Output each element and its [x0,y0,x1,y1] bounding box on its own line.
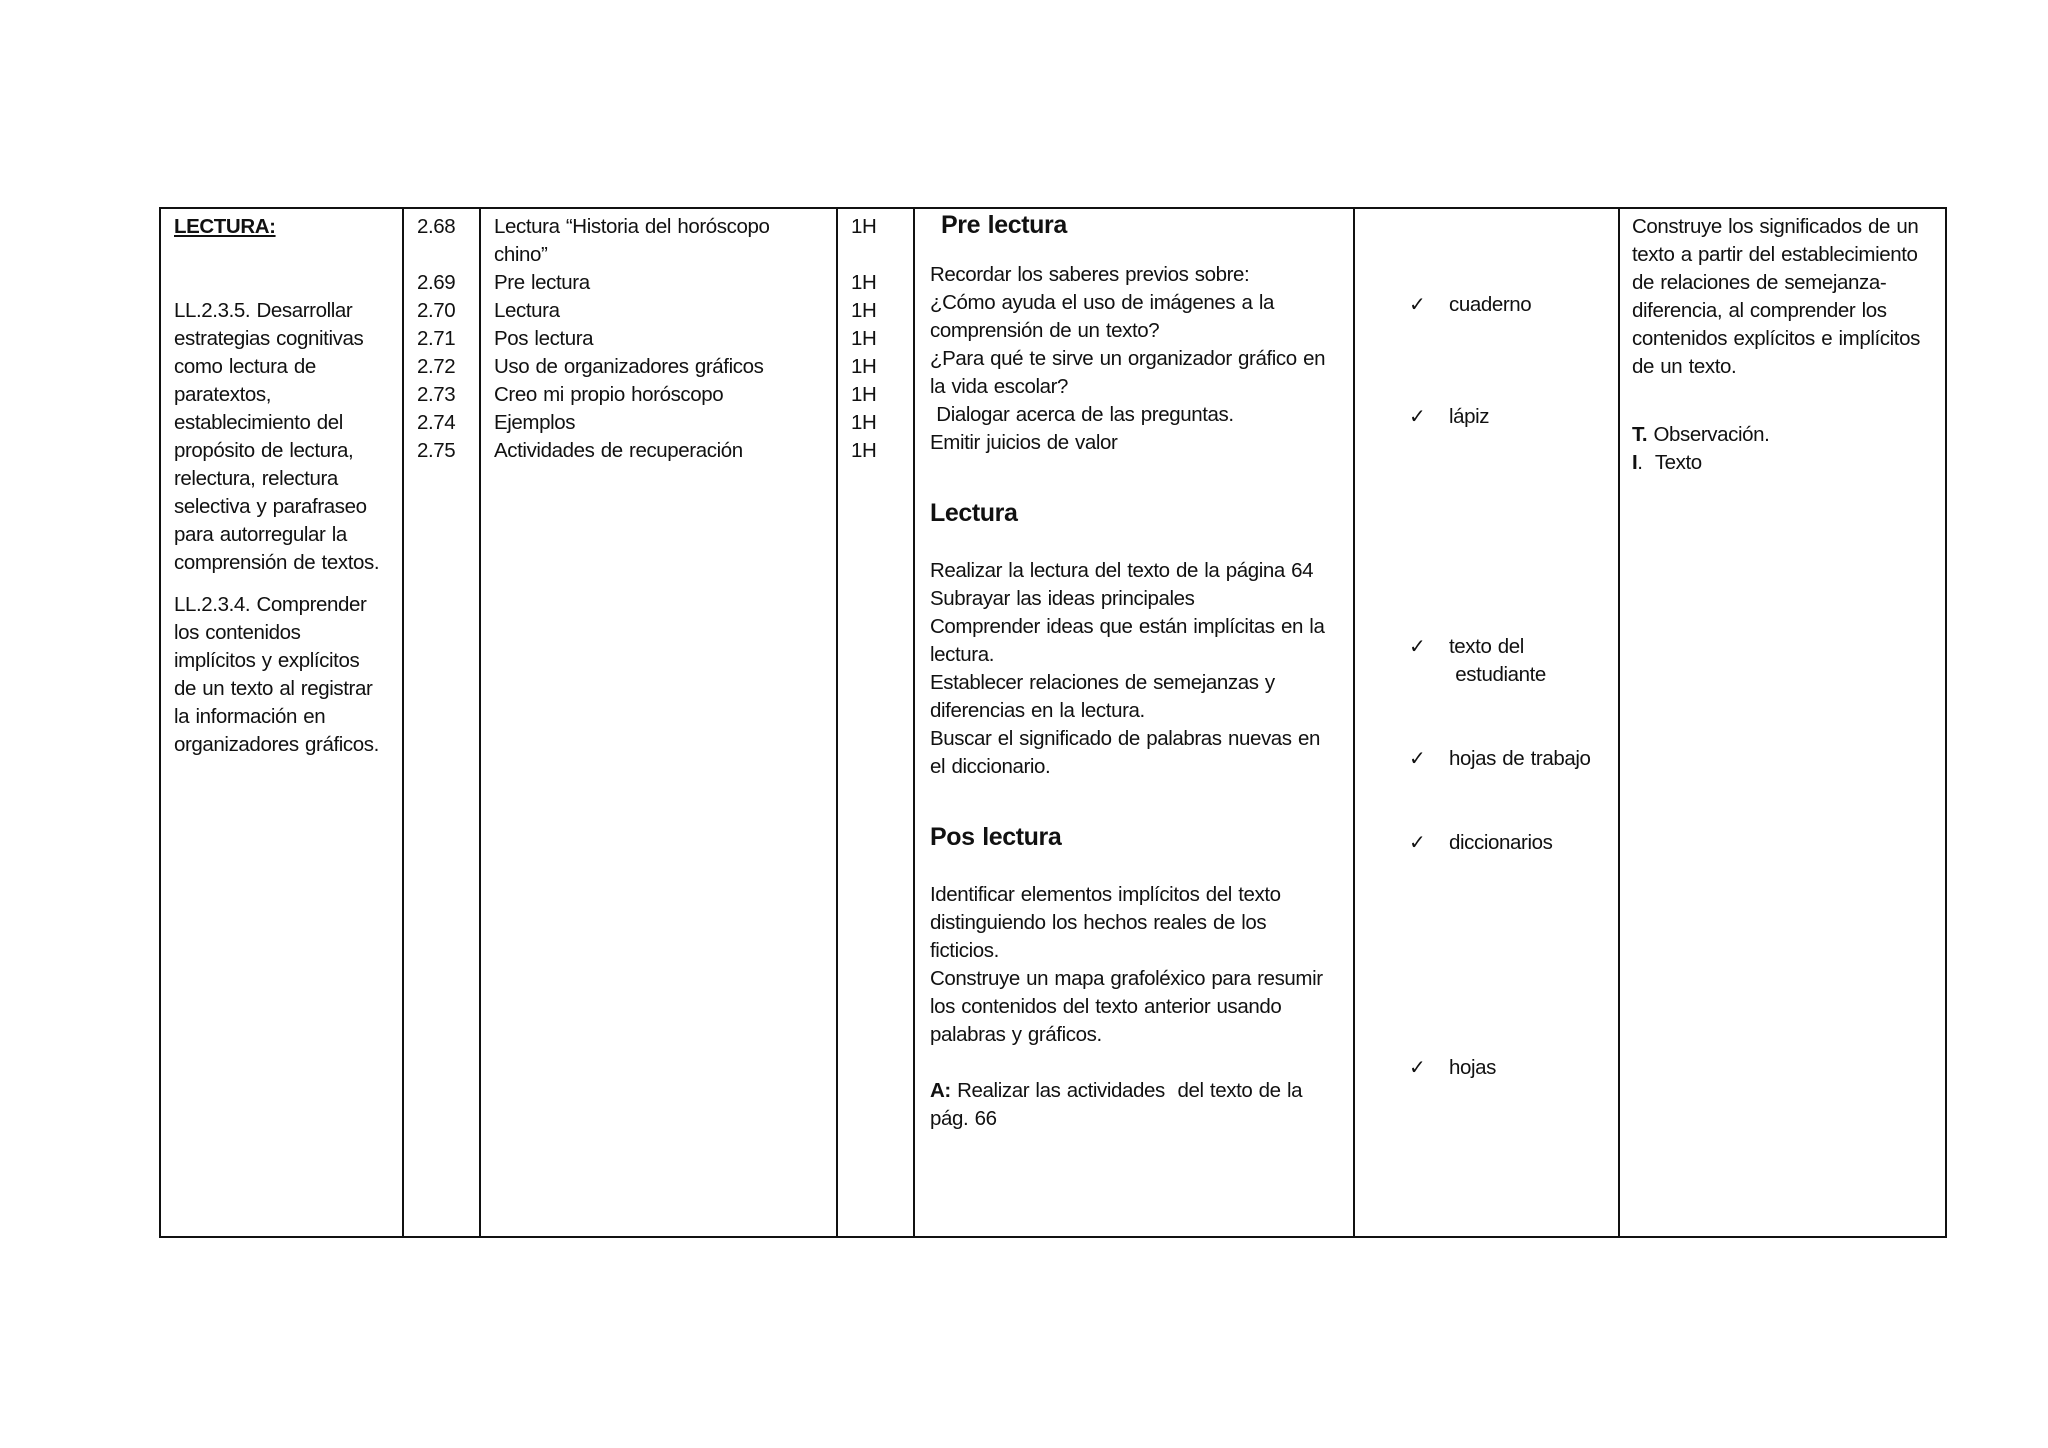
topics-cell [480,208,837,1237]
number-item: 2.73 [417,383,456,406]
activity-label: A: [930,1079,951,1102]
skill-1: LL.2.3.5. Desarrollar estrategias cognitivas como lectura de paratextos, establecimiento del propósito de lectura, relectura, relectura selectiva y parafraseo para autorregular la comprensión de textos. [174,299,380,574]
topic-item: chino” [494,243,548,266]
number-item: 2.72 [417,355,456,378]
hours-item: 1H [851,215,877,238]
skills-cell [160,208,403,1237]
hours-item: 1H [851,439,877,462]
topic-item: Lectura “Historia del horóscopo [494,215,770,238]
resource-item: ✓ cuaderno [1409,291,1531,319]
pre-reading-title: Pre lectura [941,211,1067,239]
number-item: 2.75 [417,439,456,462]
checkmark-icon: ✓ [1409,832,1426,854]
checkmark-icon: ✓ [1409,1057,1426,1079]
topic-item: Lectura [494,299,560,322]
skill-2: LL.2.3.4. Comprender los contenidos implícitos y explícitos de un texto al registrar la información en organizadores gráficos. [174,593,379,756]
section-title: LECTURA: [174,215,276,238]
activity-note: A: Realizar las actividades del texto de la pág. 66 [930,1079,1303,1130]
topic-item: Pos lectura [494,327,594,350]
topic-item: Ejemplos [494,411,576,434]
resource-item: ✓ hojas [1409,1054,1496,1082]
checkmark-icon: ✓ [1409,636,1426,658]
table-row [160,208,1946,1237]
post-reading-list: Identificar elementos implícitos del texto distinguiendo los hechos reales de los ficticios. Construye un mapa grafoléxico para resumir los contenidos del texto anterior usando palabras y gráficos. [930,883,1323,1046]
resources-cell [1354,208,1619,1237]
topic-item: Uso de organizadores gráficos [494,355,764,378]
checkmark-icon: ✓ [1409,294,1426,316]
reading-title: Lectura [930,499,1018,527]
resource-item: ✓ lápiz [1409,403,1489,431]
hours-item: 1H [851,327,877,350]
resource-item: ✓ diccionarios [1409,829,1552,857]
hours-item: 1H [851,299,877,322]
topic-item: Creo mi propio horóscopo [494,383,724,406]
topic-item: Actividades de recuperación [494,439,743,462]
lesson-plan-table [159,207,1947,1238]
hours-item: 1H [851,271,877,294]
number-item: 2.69 [417,271,456,294]
post-reading-title: Pos lectura [930,823,1062,851]
topic-item: Pre lectura [494,271,590,294]
number-item: 2.71 [417,327,456,350]
resource-item: ✓ hojas de trabajo [1409,745,1590,773]
number-item: 2.70 [417,299,456,322]
number-item: 2.68 [417,215,456,238]
checkmark-icon: ✓ [1409,748,1426,770]
number-item: 2.74 [417,411,456,434]
technique-line: T. Observación. [1632,423,1770,446]
numbers-cell [403,208,480,1237]
evaluation-cell: Construye los significados de un texto a partir del establecimiento de relaciones de semejanza- diferencia, al comprender los contenidos explícitos e implícitos de un texto. T. Observación. I. Texto [1619,208,1946,1237]
reading-list: Realizar la lectura del texto de la página 64 Subrayar las ideas principales Comprender ideas que están implícitas en la lectura. Establecer relaciones de semejanzas y diferencias en la lectura. Buscar el significado de palabras nuevas en el diccionario. [930,559,1325,778]
instrument-line: I. Texto [1632,451,1702,474]
resource-item: ✓ texto del estudiante [1409,635,1546,686]
pre-reading-list: Recordar los saberes previos sobre: ¿Cómo ayuda el uso de imágenes a la comprensión de un texto? ¿Para qué te sirve un organizador gráfico en la vida escolar? Dialogar acerca de las preguntas. Emitir juicios de valor [930,263,1326,454]
checkmark-icon: ✓ [1409,406,1426,428]
hours-item: 1H [851,411,877,434]
hours-item: 1H [851,355,877,378]
hours-cell [837,208,914,1237]
hours-item: 1H [851,383,877,406]
activities-cell [914,208,1354,1237]
